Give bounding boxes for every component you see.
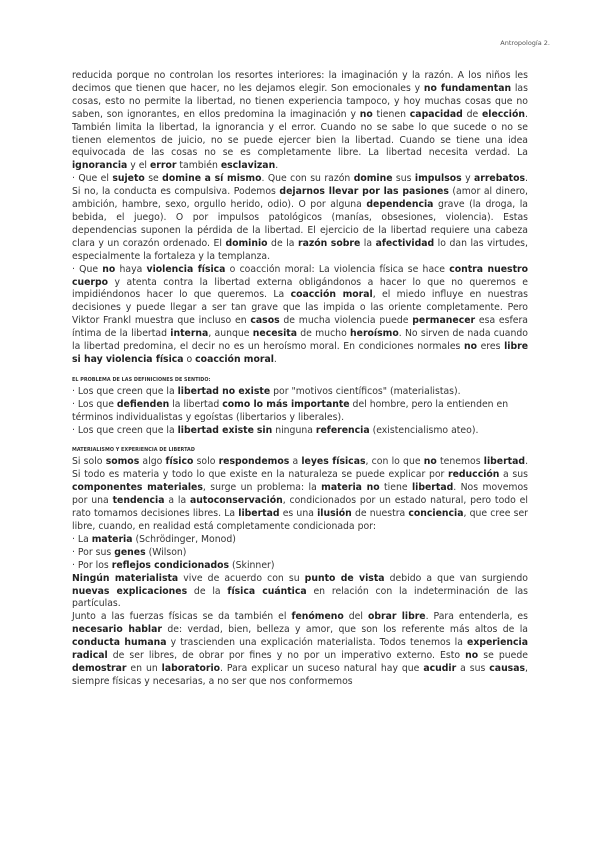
text-run: a sus [499,469,528,481]
bold-term: demostrar [72,662,127,674]
text-run: de mucha violencia puede [279,315,413,327]
bold-term: somos [105,456,140,468]
section-spacer [72,367,528,376]
text-run: , surge un problema: la [202,482,322,494]
text-run: debido a que van surgiendo [384,572,528,584]
bold-term: reflejos condicionados [111,559,230,571]
text-run: (amor al dinero, ambición, hambre, sexo, orgullo herido, odio). O por alguna [72,186,528,211]
text-run: de nuestra [351,508,409,520]
bold-term: libertad existe [177,424,254,436]
text-run: , condicionados por un estado natural, pero todo el rato tomamos decisiones libres. La [72,495,528,520]
text-run: en un [126,662,162,674]
text-run: · Los que creen que la [72,424,178,436]
bold-term: contra nuestro cuerpo [72,263,528,288]
bold-term: dependencia [366,199,434,211]
text-run: solo [193,456,219,468]
bold-term: no [465,650,479,662]
text-run: · Por sus [72,546,115,558]
bold-term: razón [297,237,328,249]
bold-term: libertad [238,508,280,520]
bold-term: impulsos [414,173,462,185]
bold-term: libertad [483,456,526,468]
bold-term: dejarnos llevar por las pasiones [279,186,449,198]
text-run: . [275,160,279,172]
paragraph [72,560,528,573]
text-run: · Por los [72,559,112,571]
text-run: ninguna [272,424,316,436]
bold-term: defienden [116,398,170,410]
text-run: , el miedo influye en nuestras decisiones y puede llegar a ser tan grave que las impida o las oriente completamente. Pero Viktor Frankl muestra que incluso en [72,289,528,327]
bold-term: no fundamentan [423,82,512,94]
bold-term: casos [250,315,280,327]
bold-term: necesario hablar [72,624,162,636]
bold-term: dominio [225,237,268,249]
bold-term: reducción [448,469,500,481]
bold-term: física cuántica [227,585,307,597]
text-run: . No sirven de nada cuando la libertad predomina, el decir no es un heroísmo moral. En condiciones normales [72,328,528,353]
bold-term: Ningún materialista [72,572,179,584]
text-run: (Schrödinger, Monod) [132,533,236,545]
paragraph [72,425,528,438]
bold-term: error [149,160,177,172]
paragraph [72,611,528,688]
text-run: tenemos [436,456,484,468]
paragraph [72,534,528,547]
bold-term: conciencia [408,508,464,520]
text-run: (Skinner) [229,559,275,571]
text-run: en relación con la indeterminación de las partículas. [72,585,528,610]
text-run: es una [279,508,318,520]
bold-term: conducta humana [72,637,167,649]
text-run: la libertad [169,398,223,410]
text-run: de: verdad, bien, belleza y amor, que son los referente más altos de la [161,624,528,636]
bold-term: heroísmo [350,328,399,340]
bold-term: esclavizan [220,160,276,172]
bold-term: causas [489,662,526,674]
bold-term: necesita [252,328,297,340]
text-run: y el [127,160,150,172]
text-run: a [289,456,302,468]
bold-term: capacidad [409,108,463,120]
bold-term: no [359,108,373,120]
document-body [72,70,528,689]
text-run: . Que con su razón [261,173,354,185]
text-run: (Wilson) [145,546,187,558]
text-run: o [183,353,196,365]
bold-term: fenómeno [291,611,344,623]
text-run: · Que el [72,173,113,185]
bold-term: permanecer [412,315,476,327]
text-run: · Los que [72,398,117,410]
paragraph [72,70,528,173]
text-run: de la [187,585,228,597]
paragraph [72,547,528,560]
section-heading: MATERIALISMO Y EXPERIENCIA DE LIBERTAD [72,447,195,454]
section-spacer [72,437,528,446]
text-run: · La [72,533,92,545]
text-run: tienen [372,108,410,120]
bold-term: físico [165,456,194,468]
text-run: . [273,353,277,365]
bold-term: sin [256,424,273,436]
text-run: , con lo que [365,456,424,468]
section-heading: EL PROBLEMA DE LAS DEFINICIONES DE SENTIDO: [72,376,211,383]
bold-term: libertad [411,482,454,494]
paragraph [72,386,528,399]
text-run: . También limita la libertad, la ignorancia y el error. Cuando no se sabe lo que sucede o no se tienen elementos de juicio, no se puede ejercer bien la libertad. Cuando se tiene una idea equivocada de las cosas no se es completamente libre. La libertad necesita verdad. La [72,108,528,159]
text-run: sus [392,173,415,185]
bold-term: interna [170,328,209,340]
text-run: se puede [478,650,529,662]
bold-term: sujeto [112,173,145,185]
text-run: y [461,173,474,185]
text-run: la [360,237,376,249]
text-run: a la [164,495,190,507]
bold-term: leyes físicas [301,456,366,468]
bold-term: ignorancia [72,160,128,172]
bold-term: elección [481,108,525,120]
bold-term: afectividad [375,237,435,249]
text-run: del [343,611,368,623]
bold-term: componentes materiales [72,482,203,494]
text-run: . Si no, la conducta es compulsiva. Podemos [72,173,528,198]
bold-term: como lo más importante [222,398,350,410]
bold-term: arrebatos [473,173,526,185]
text-run: y atenta contra la libertad externa obligándonos a hacer lo que no queremos e impidiéndonos hacer lo que queremos. La [72,276,528,301]
text-run: a sus [456,662,490,674]
paragraph [72,456,528,533]
text-run: lo dan las virtudes, especialmente la fortaleza y la templanza. [72,237,528,262]
bold-term: coacción moral [195,353,274,365]
text-run: por "motivos científicos" (materialistas). [270,385,461,397]
bold-term: tendencia [112,495,165,507]
text-run: vive de acuerdo con su [178,572,305,584]
bold-term: sobre [330,237,361,249]
bold-term: materia no [321,482,380,494]
bold-term: experiencia radical [72,637,528,662]
text-run: , que cree ser libre, cuando, en realidad está completamente condicionada por: [72,508,528,532]
bold-term: materia [91,533,133,545]
paragraph [72,264,528,367]
text-run: . Para entenderla, es [425,611,528,623]
bold-term: obrar libre [367,611,426,623]
text-run: , siempre físicas y necesarias, a no ser que nos conformemos [72,662,528,687]
bold-term: domine [353,173,393,185]
text-run: tiene [379,482,412,494]
text-run: reducida porque no controlan los resortes interiores: la imaginación y la razón. A los niños les decimos que tienen que hacer, no les dejamos elegir. Son emocionales y [72,70,528,94]
text-run: , aunque [208,328,253,340]
text-run: de la [267,237,298,249]
paragraph [72,173,528,263]
text-run: eres [477,341,505,353]
bold-term: coacción moral [290,289,373,301]
bold-term: libertad no existe [177,385,271,397]
bold-term: no [463,341,477,353]
paragraph [72,412,528,425]
bold-term: no [102,263,116,275]
bold-term: punto de vista [304,572,385,584]
text-run: . Nos movemos por una [72,482,529,507]
text-run: de ser libres, de obrar por fines y no por un imperativo externo. Esto [107,650,466,662]
bold-term: genes [114,546,146,558]
text-run: haya [115,263,147,275]
text-run: Junto a las fuerzas físicas se da también el [72,611,292,623]
text-run: del hombre, pero la entienden en [349,398,509,410]
page-header: Antropología 2. [500,39,550,47]
bold-term: domine a sí mismo [162,173,262,185]
text-run: también [176,160,221,172]
text-run: algo [139,456,166,468]
bold-term: acudir [423,662,457,674]
text-run: · Que [72,263,103,275]
bold-term: respondemos [218,456,290,468]
bold-term: violencia física [146,263,226,275]
text-run: las cosas, esto no permite la libertad, no tienen experiencia tampoco, y hoy muchas cosas que no saben, son ignorantes, en ellos predomina la imaginación y [72,82,528,120]
text-run: Si solo [72,456,106,468]
text-run: . Si todo es materia y todo lo que existe en la naturaleza se puede explicar por [72,456,529,481]
paragraph [72,573,528,612]
bold-term: referencia [315,424,370,436]
text-run: . Para explicar un suceso natural hay que [220,662,424,674]
paragraph [72,399,528,412]
text-run: (existencialismo ateo). [369,424,479,436]
text-run: de mucho [296,328,351,340]
text-run: términos individualistas y egoístas (libertarios y liberales). [72,411,345,423]
text-run: o coacción moral: La violencia física se hace [225,263,450,275]
text-run: se [144,173,163,185]
bold-term: laboratorio [161,662,221,674]
bold-term: nuevas explicaciones [72,585,188,597]
text-run: de [462,108,482,120]
text-run: grave (la droga, la bebida, el juego). O por impulsos patológicos (manías, obsesiones, violencia). Estas dependencias suponen la pérdida de la libertad. El ejercicio de la libertad requiere una cabeza clara y un corazón ordenado. El [72,199,528,249]
text-run: esa esfera íntima de la libertad [72,315,528,340]
bold-term: libre si hay violencia física [72,341,529,365]
bold-term: autoconservación [190,495,283,507]
text-run: · Los que creen que la [72,385,178,397]
bold-term: no [423,456,437,468]
bold-term: ilusión [317,508,352,520]
text-run: y trascienden una explicación materialista. Todos tenemos la [166,637,468,649]
